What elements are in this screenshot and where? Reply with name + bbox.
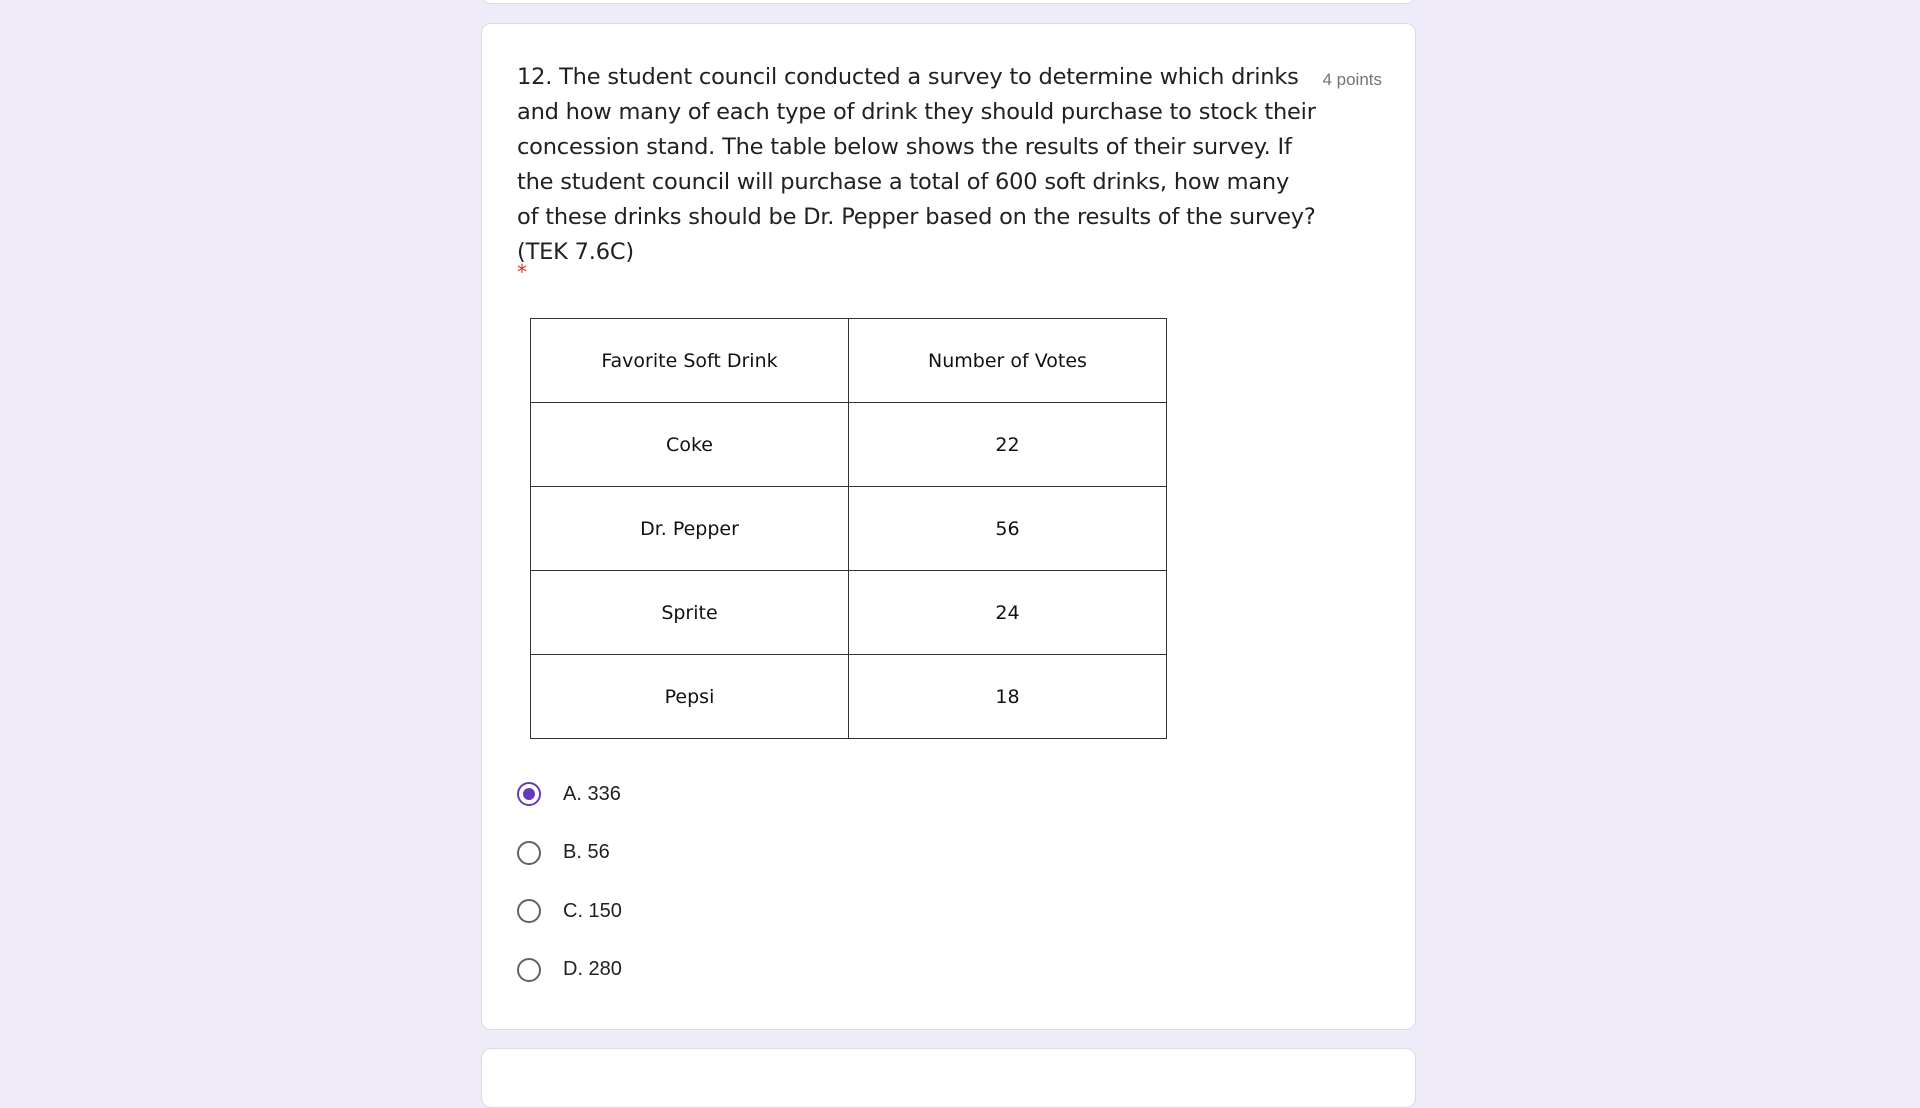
option-d[interactable]: [517, 950, 622, 990]
question-card: [481, 23, 1416, 1030]
option-label[interactable]: C. 150: [563, 899, 622, 922]
question-title: 12. The student council conducted a survey to determine which drinks and how many of each type of drink they should purchase to stock their concession stand. The table below shows the results of their survey. If the student council will purchase a total of 600 soft drinks, how many of these drinks should be Dr. Pepper based on the results of the survey? (TEK 7.6C): [517, 64, 1316, 265]
next-question-card: [481, 1048, 1416, 1108]
table-cell: 18: [849, 655, 1167, 739]
option-label[interactable]: D. 280: [563, 958, 622, 980]
table-cell: Coke: [531, 403, 849, 487]
points-label: 4 points: [1322, 70, 1382, 89]
column-header: Favorite Soft Drink: [531, 319, 849, 403]
table-row: [531, 571, 1167, 655]
table-cell: 24: [849, 571, 1167, 655]
table-cell: 22: [849, 403, 1167, 487]
option-a[interactable]: [517, 774, 622, 814]
option-c[interactable]: [517, 891, 622, 931]
radio-button[interactable]: [517, 958, 541, 982]
column-header: Number of Votes: [849, 319, 1167, 403]
radio-button[interactable]: [517, 899, 541, 923]
table-row: [531, 487, 1167, 571]
survey-table: [530, 318, 1167, 739]
option-label[interactable]: A. 336: [563, 782, 621, 805]
table-row: [531, 655, 1167, 739]
table-cell: 56: [849, 487, 1167, 571]
question-header: [517, 60, 1382, 270]
radio-button[interactable]: [517, 841, 541, 865]
table-header-row: [531, 319, 1167, 403]
table-cell: Pepsi: [531, 655, 849, 739]
option-label[interactable]: B. 56: [563, 841, 610, 863]
required-asterisk: *: [517, 260, 527, 284]
answer-options: [517, 774, 622, 1008]
radio-button-checked[interactable]: [517, 782, 541, 806]
table-row: [531, 403, 1167, 487]
previous-question-card: [481, 0, 1416, 4]
table-cell: Dr. Pepper: [531, 487, 849, 571]
question-image-table: [530, 318, 1167, 739]
option-b[interactable]: [517, 833, 622, 873]
table-cell: Sprite: [531, 571, 849, 655]
